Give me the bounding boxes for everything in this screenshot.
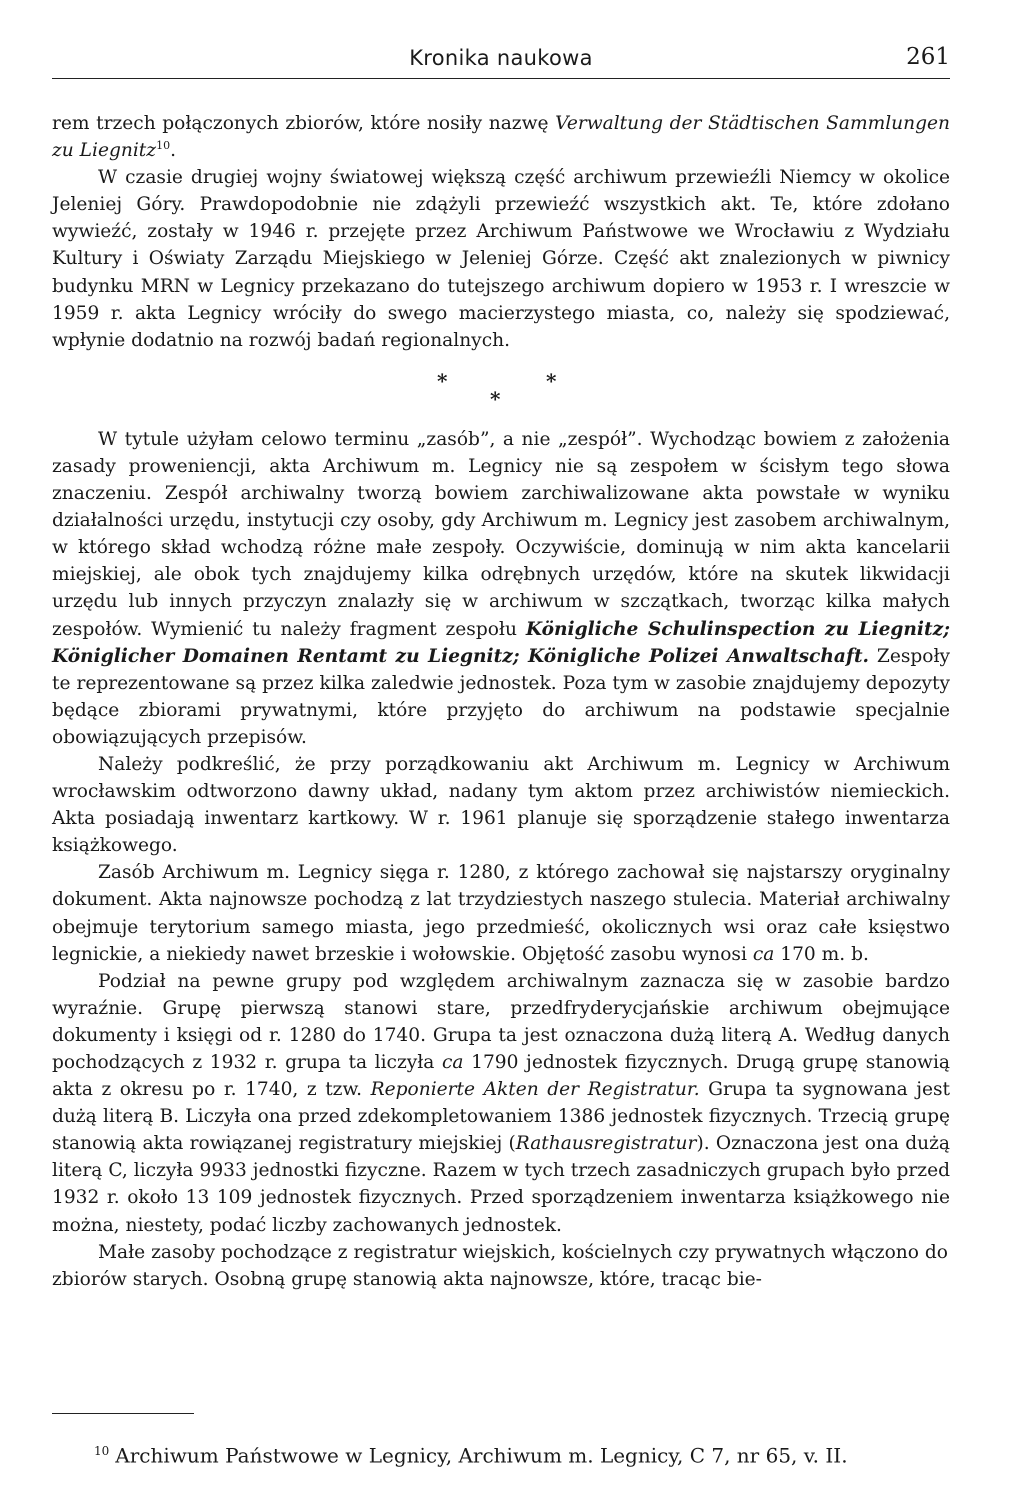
asterisk: * <box>437 368 448 393</box>
asterisk: * <box>490 386 501 411</box>
footnote-rule <box>52 1413 194 1414</box>
paragraph-7: Małe zasoby pochodzące z registratur wiejskich, kościelnych czy prywatnych włączono do zbiorów starych. Osobną grupę stanowią akta najnowsze, które, tracąc bie- <box>52 1241 948 1290</box>
footnote-ref: 10 <box>156 138 171 152</box>
p5-italic-ca: ca <box>752 943 775 965</box>
p6-text-c: Grupa ta sygnowana jest dużą literą B. Liczyła ona przed zdekompletowaniem 1386 jednostek fizycznych. Trzecią grupę stanowią akta rowiązanej registratury miejskiej ( <box>52 1079 950 1155</box>
p3-text-a: W tytule użyłam celowo terminu „zasób”, a nie „zespół”. Wychodząc bowiem z założenia zasady proweniencji, akta Archiwum m. Legnicy nie są zespołem w ścisłym tego słowa znaczeniu. Zespół archiwalny tworzą bowiem zarchiwalizowane akta powstałe w wyniku działalności urzędu, instytucji czy osoby, gdy Archiwum m. Legnicy jest zasobem archiwalnym, w którego skład wchodzą różne małe zespoły. Oczywiście, dominują w nim akta kancelarii miejskiej, ale obok tych znajdujemy kilka odrębnych urzędów, które na skutek likwidacji urzędu lub innych przyczyn znalazły się w archiwum w szczątkach, tworząc kilka małych zespołów. Wymienić tu należy fragment zespołu <box>52 428 950 640</box>
asterisk: * <box>546 368 557 393</box>
paragraph-3 <box>52 426 950 751</box>
p6-text-d: ). Oznaczona jest ona dużą literą C, liczyła 9933 jednostki fizyczne. Razem w tych trzech zasadniczych grupach było przed 1932 r. około 13 109 jednostek fizycznych. Przed sporządzeniem inwentarza książkowego nie można, niestety, podać liczby zachowanych jednostek. <box>52 1133 951 1236</box>
paragraph-4: Należy podkreślić, że przy porządkowaniu akt Archiwum m. Legnicy w Archiwum wrocławskim odtworzono dawny układ, nadany tym aktom przez archiwistów niemieckich. Akta posiadają inwentarz kartkowy. W r. 1961 planuje się sporządzenie stałego inwentarza książkowego. <box>52 753 950 857</box>
paragraph-2: W czasie drugiej wojny światowej większą część archiwum przewieźli Niemcy w okolice Jeleniej Góry. Prawdopodobnie nie zdążyli przewieźć wszystkich akt. Te, które zdołano wywieźć, zostały w 1946 r. przejęte przez Archiwum Państwowe we Wrocławiu z Wydziału Kultury i Oświaty Zarządu Miejskiego w Jeleniej Górze. Część akt znalezionych w piwnicy budynku MRN w Legnicy przekazano do tutejszego archiwum dopiero w 1953 r. I wreszcie w 1959 r. akta Legnicy wróciły do swego macierzystego miasta, co, należy się spodziewać, wpłynie dodatnio na rozwój badań regionalnych. <box>52 167 950 351</box>
p3-italic-units: Königliche Schulinspection zu Liegnitz; Königlicher Domainen Rentamt zu Liegnitz; Königliche Polizei Anwaltschaft. <box>52 618 950 667</box>
p6-italic-ca: ca <box>442 1052 464 1073</box>
p6-text-a: Podział na pewne grupy pod względem archiwalnym zaznacza się w zasobie bardzo wyraźnie. Grupę pierwszą stanowi stare, przedfryderycjańskie archiwum obejmujące dokumenty i księgi od r. 1280 do 1740. Grupa ta jest oznaczona dużą literą A. Według danych pochodzących z 1932 r. grupa ta liczyła <box>52 970 950 1073</box>
p5-text-b: 170 m. b. <box>774 943 869 965</box>
footnote-number: 10 <box>94 1444 110 1458</box>
p1-italic-title: Verwaltung der Städtischen Sammlungen zu Liegnitz <box>52 113 950 162</box>
p6-italic-reponierte: Reponierte Akten der Registratur. <box>370 1079 700 1101</box>
paragraph-6 <box>52 968 950 1239</box>
running-title: Kronika naukowa <box>409 46 593 70</box>
p5-text-a: Zasób Archiwum m. Legnicy sięga r. 1280, z którego zachował się najstarszy oryginalny dokument. Akta najnowsze pochodzą z lat trzydziestych naszego stulecia. Materiał archiwalny obejmuje terytorium samego miasta, jego przedmieść, okolicznych wsi oraz całe księstwo legnickie, a niekiedy nawet brzeskie i wołowskie. Objętość zasobu wynosi <box>52 862 950 965</box>
article-body <box>52 110 950 1293</box>
p3-text-b: Zespoły te reprezentowane są przez kilka zaledwie jednostek. Poza tym w zasobie znajdujemy depozyty będące zbiorami prywatnymi, które przyjęto do archiwum na podstawie specjalnie obowiązujących przepisów. <box>52 645 950 748</box>
footnote-text: Archiwum Państwowe w Legnicy, Archiwum m. Legnicy, C 7, nr 65, v. II. <box>115 1443 848 1468</box>
paragraph-5 <box>52 859 950 967</box>
footnote <box>94 1438 950 1469</box>
p1-text-a: rem trzech połączonych zbiorów, które nosiły nazwę <box>52 113 556 134</box>
running-header <box>52 44 950 80</box>
p6-text-b: 1790 jednostek fizycznych. Drugą grupę stanowią akta z okresu po r. 1740, z tzw. <box>52 1052 950 1101</box>
p1-text-b: . <box>170 140 176 162</box>
page-number: 261 <box>906 44 950 70</box>
p6-italic-rathaus: Rathausregistratur <box>515 1133 697 1155</box>
header-rule <box>52 78 950 79</box>
section-break-asterisks <box>52 368 950 426</box>
paragraph-1 <box>52 110 950 164</box>
